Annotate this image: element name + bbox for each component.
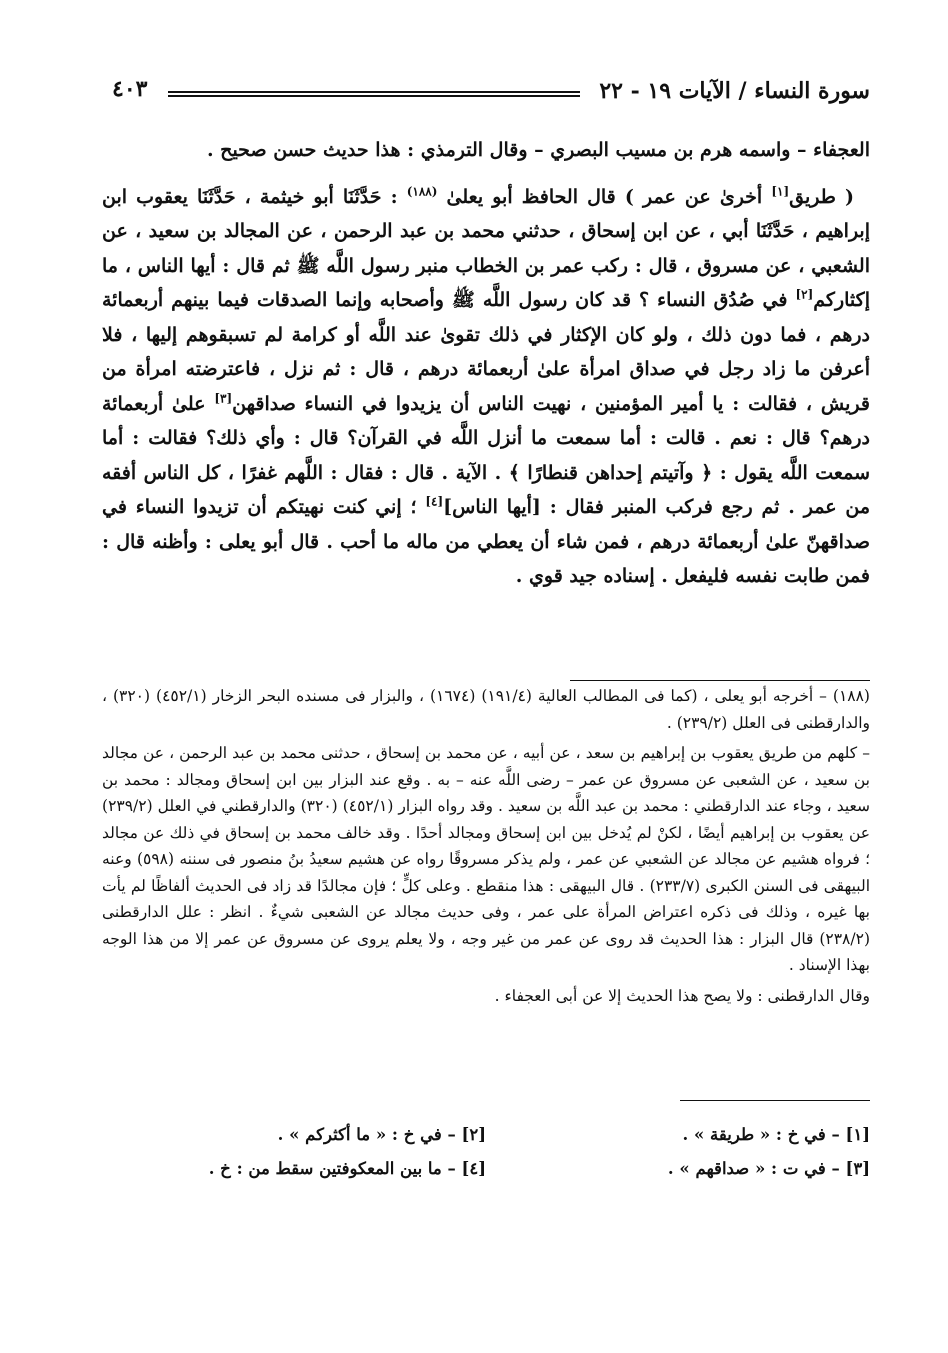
text-run: علىٰ أربعمائة درهم؟ قال : نعم . قالت : أما سمعت ما أنزل اللَّه في القرآن؟ قال : وأي ذلك؟ فقالت : أما سمعت اللَّه يقول : <box>102 392 870 484</box>
footnote-separator <box>570 680 870 681</box>
main-text <box>102 133 870 594</box>
variant-notes-row <box>102 1154 870 1188</box>
header-rule <box>168 91 580 97</box>
footnotes-main <box>102 683 870 1009</box>
paragraph-2 <box>102 180 870 594</box>
variant-notes-separator <box>680 1100 870 1101</box>
paragraph-1: العجفاء – واسمه هرم بن مسيب البصري – وقال الترمذي : هذا حديث حسن صحيح . <box>206 139 870 161</box>
page-header <box>112 78 870 112</box>
variant-note-4: [٤] – ما بين المعكوفتين سقط من : خ . <box>208 1159 486 1178</box>
footnote-188-citation: (١٨٨) – أخرجه أبو يعلى ، (كما فى المطالب العالية (١٩١/٤) (١٦٧٤) ، والبزار فى مسنده البحر الزخار (٤٥٢/١) (٣٢٠) ، والدارقطنى فى العلل (٢٣٩/٢) . <box>102 687 870 732</box>
footnote-ref-188: (١٨٨) <box>406 184 438 199</box>
footnote-188-discussion: – كلهم من طريق يعقوب بن إبراهيم بن سعد ، عن أبيه ، عن محمد بن إسحاق ، حدثنى محمد بن عبد الرحمن ، عن مجالد بن سعيد ، عن الشعبى عن مسروق عن عمر – رضى اللَّه عنه – به . وقع عند البزار بين ابن إسحاق ومجالد : محمد بن سعيد ، وجاء عند الدارقطني : محمد بن عبد اللَّه بن سعيد . وقد رواه البزار (٤٥٢/١) (٣٢٠) والدارقطني في العلل (٢٣٩/٢) عن يعقوب بن إبراهيم أيضًا ، لكنْ لم يُدخل بين ابن إسحاق ومجالد أحدًا . وقد خالف محمد بن إسحاق في ذلك عن مجالد ؛ فرواه هشيم عن مجالد عن الشعبي عن عمر ، ولم يذكر مسروقًا رواه عن هشيم سعيدُ بنُ منصور فى سننه (٥٩٨) وعنه البيهقى فى السنن الكبرى (٢٣٣/٧) . قال البيهقى : هذا منقطع . وعلى كلٍّ ؛ فإن مجالدًا قد زاد فى الحديث ألفاظًا لم يأت بها غيره ، وذلك فى ذكره اعتراض المرأة على عمر ، وفى حديث مجالد عن الشعبى شيءٌ . انظر : علل الدارقطنى (٢٣٨/٢) قال البزار : هذا الحديث قد روى عن عمر من غير وجه ، ولا يعلم يروى عن مسروق عن عمر إلا من هذا الوجه بهذا الإسناد . <box>102 744 871 974</box>
variant-note-3: [٣] – في ت : « صداقهم » . <box>667 1159 870 1178</box>
text-run: أخرىٰ عن عمر ) قال الحافظ أبو يعلىٰ <box>437 185 772 208</box>
text-run: ( طريق <box>789 185 855 208</box>
variant-note-2: [٢] – في خ : « ما أكثركم » . <box>277 1125 486 1144</box>
variant-notes <box>102 1120 870 1188</box>
variant-ref-2: [٢] <box>795 287 814 302</box>
page-number: ٤٠٣ <box>112 76 148 102</box>
text-run: : حَدَّثَنَا أبو خيثمة ، حَدَّثَنَا يعقوب ابن إبراهيم ، حَدَّثَنَا أبي ، عن ابن إسحاق ، حدثني محمد بن عبد الرحمن ، عن المجالد بن سعيد ، عن الشعبي ، عن مسروق ، قال : ركب عمر بن الخطاب منبر رسول اللَّه ﷺ ثم قال : أيها الناس ، ما إكثاركم <box>102 185 870 311</box>
text-run: . الآية . قال : فقال : اللَّهم غفرًا ، كل الناس أفقه من عمر . ثم رجع فركب المنبر فقال : [أيها الناس] <box>102 461 871 518</box>
variant-ref-4: [٤] <box>425 494 444 509</box>
text-run: ؛ إني كنت نهيتكم أن تزيدوا النساء في صداقهنّ علىٰ أربعمائة درهم ، فمن شاء أن يعطي من ماله ما أحب . قال أبو يعلى : وأظنه قال : فمن طابت نفسه فليفعل . إسناده جيد قوي . <box>102 496 870 587</box>
running-title: سورة النساء / الآيات ١٩ - ٢٢ <box>599 78 870 104</box>
quran-verse: ﴿ وآتيتم إحداهن قنطارًا ﴾ <box>508 461 713 484</box>
variant-note-1: [١] – في خ : « طريقة » . <box>682 1125 870 1144</box>
variant-ref-3: [٣] <box>214 391 233 406</box>
variant-notes-row <box>102 1120 870 1154</box>
footnote-188-conclusion: وقال الدارقطنى : ولا يصح هذا الحديث إلا عن أبى العجفاء . <box>494 986 870 1005</box>
text-run: في صُدُق النساء ؟ قد كان رسول اللَّه ﷺ وأصحابه وإنما الصدقات فيما بينهم أربعمائة درهم ، فما دون ذلك ، ولو كان الإكثار في ذلك تقوىٰ عند اللَّه أو كرامة لم تسبقوهم إليها ، فلا أعرفن ما زاد رجل في صداق امرأة علىٰ أربعمائة درهم ، قال : ثم نزل ، فاعترضته امرأة من قريش ، فقالت : يا أمير المؤمنين ، نهيت الناس أن يزيدوا في النساء صداقهن <box>102 289 870 415</box>
variant-ref-1: [١] <box>771 184 790 199</box>
